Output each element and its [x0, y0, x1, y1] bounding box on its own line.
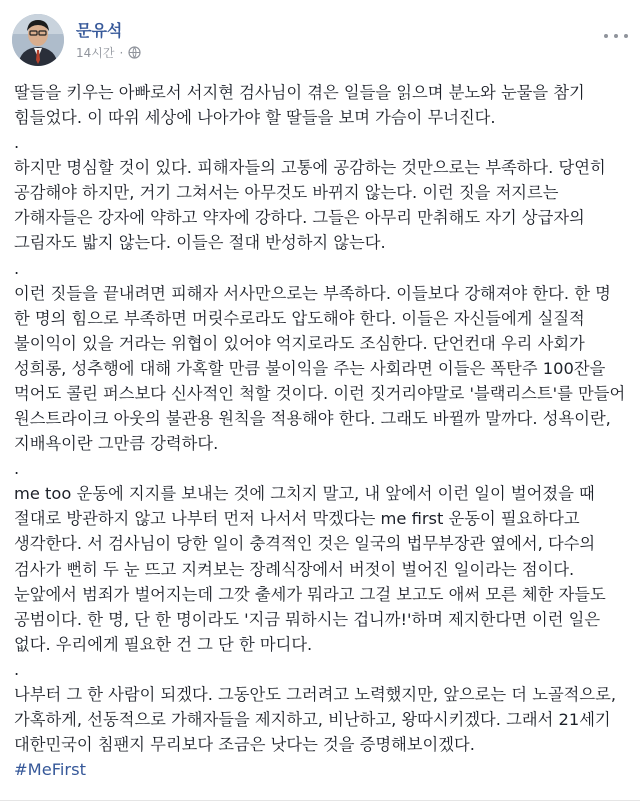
- more-options-icon[interactable]: [604, 28, 628, 44]
- timestamp[interactable]: 14시간: [76, 46, 115, 60]
- post-header: [12, 12, 628, 68]
- globe-icon: [128, 46, 141, 59]
- post-body: [14, 80, 628, 782]
- post-paragraph: 나부터 그 한 사람이 되겠다. 그동안도 그러려고 노력했지만, 앞으로는 더 노골적으로, 가혹하게, 선동적으로 가해자들을 제지하고, 비난하고, 왕따시키겠다. 그래서 21세기 대한민국이 침팬지 무리보다 조금은 낫다는 것을 증명해보이겠다.: [14, 684, 617, 755]
- post-paragraph: me too 운동에 지지를 보내는 것에 그치지 말고, 내 앞에서 이런 일이 벌어졌을 때 절대로 방관하지 않고 나부터 먼저 나서서 막겠다는 me first 운동이 필요하다고 생각한다. 서 검사님이 당한 일이 충격적인 것은 일국의 법무부장관 옆에서, 다수의 검사가 뻔히 두 눈 뜨고 지켜보는 장례식장에서 버젓이 벌어진 일이라는 점이다.눈앞에서 범죄가 벌어지는데 그깟 출세가 뭐라고 그걸 보고도 애써 모른 체한 자들도 공범이다. 한 명, 단 한 명이라도 '지금 뭐하시는 겁니까!'하며 제지한다면 이런 일은 없다. 우리에게 필요한 건 그 단 한 마디다.: [14, 484, 606, 654]
- post-meta: [76, 44, 141, 61]
- paragraph-separator: .: [14, 258, 20, 278]
- avatar[interactable]: [12, 14, 64, 66]
- hashtag-link[interactable]: #MeFirst: [14, 760, 86, 780]
- post-paragraph: 이런 짓들을 끝내려면 피해자 서사만으로는 부족하다. 이들보다 강해져야 한다. 한 명 한 명의 힘으로 부족하면 머릿수로라도 압도해야 한다. 이들은 자신들에게 실질적 불이익이 있을 거라는 위협이 있어야 억지로라도 조심한다. 단언컨대 우리 사회가 성희롱, 성추행에 대해 가혹할 만큼 불이익을 주는 사회라면 이들은 폭탄주 100잔을 먹어도 콜린 퍼스보다 신사적인 척할 것이다. 이런 짓거리야말로 '블랙리스트'를 만들어 원스트라이크 아웃의 불관용 원칙을 적용해야 한다. 그래도 바뀔까 말까다. 성욕이란, 지배욕이란 그만큼 강력하다.: [14, 283, 626, 454]
- post-paragraph: 딸들을 키우는 아빠로서 서지현 검사님이 겪은 일들을 읽으며 분노와 눈물을 참기 힘들었다. 이 따위 세상에 나아가야 할 딸들을 보며 가슴이 무너진다.: [14, 83, 585, 128]
- meta-separator: ·: [119, 45, 124, 60]
- profile-photo: [12, 14, 64, 66]
- divider: [0, 800, 640, 801]
- author-name[interactable]: 문유석: [76, 21, 123, 40]
- paragraph-separator: .: [14, 659, 20, 679]
- post-paragraph: 하지만 명심할 것이 있다. 피해자들의 고통에 공감하는 것만으로는 부족하다. 당연히 공감해야 하지만, 거기 그쳐서는 아무것도 바뀌지 않는다. 이런 짓을 저지르는 가해자들은 강자에 약하고 약자에 강하다. 그들은 아무리 만취해도 자기 상급자의 그림자도 밟지 않는다. 이들은 절대 반성하지 않는다.: [14, 158, 606, 253]
- paragraph-separator: .: [14, 133, 20, 153]
- paragraph-separator: .: [14, 459, 20, 479]
